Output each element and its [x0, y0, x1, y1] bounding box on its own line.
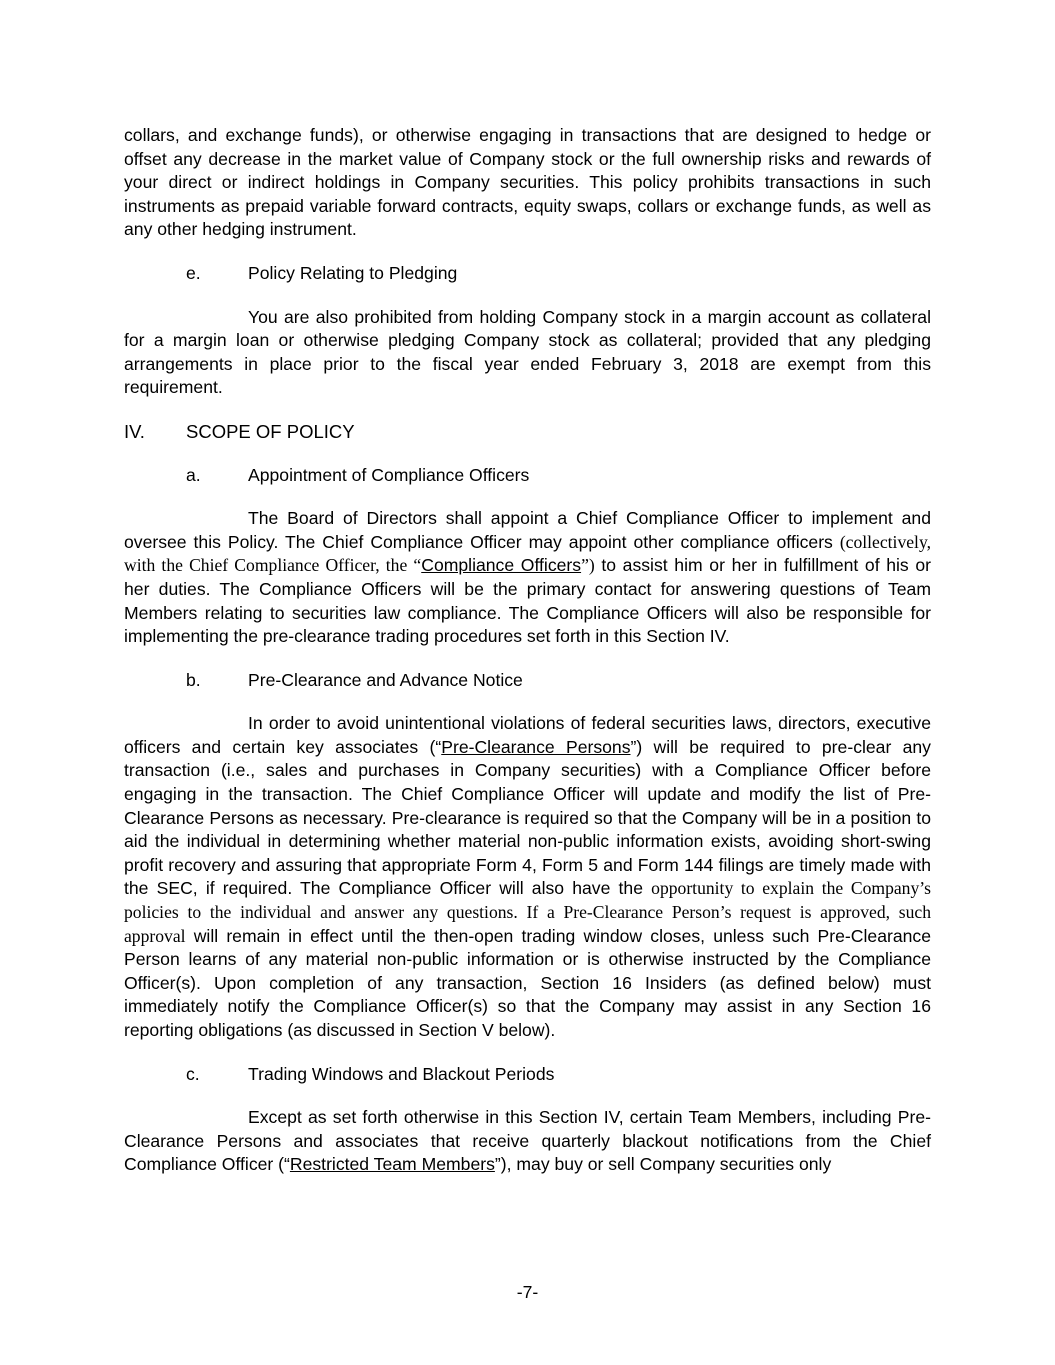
text-run: The Board of Directors shall appoint a Chief Compliance Officer to implement and oversee this Policy. The Chief Compliance Officer may appoint other compliance officers	[124, 508, 931, 552]
text-run: ”), may buy or sell Company securities only	[494, 1154, 832, 1175]
paragraph-pledging: You are also prohibited from holding Company stock in a margin account as collateral for a margin loan or otherwise pledging Company stock as collateral; provided that any pledging arrangements in place prior to the fiscal year ended February 3, 2018 are exempt from this requirement.	[124, 306, 931, 398]
paragraph-hedging-continuation: collars, and exchange funds), or otherwise engaging in transactions that are designed to hedge or offset any decrease in the market value of Company stock or the full ownership risks and rewards of your direct or indirect holdings in Company securities. This policy prohibits transactions in such instruments as prepaid variable forward contracts, equity swaps, collars or exchange funds, as well as any other hedging instrument.	[124, 125, 931, 240]
defined-term-restricted-team-members: Restricted Team Members	[289, 1154, 495, 1175]
heading-marker: b.	[186, 669, 201, 690]
paragraph-trading-windows	[124, 1106, 931, 1177]
text-run: to assist him or her in fulfillment of his or her duties. The Compliance Officers will be the primary contact for answering questions of Team Members relating to securities law compliance. The Compliance Officers will also be responsible for implementing the pre-clearance trading procedures set forth in this Section IV.	[124, 555, 931, 647]
heading-pre-clearance-and-advance-notice	[124, 669, 931, 693]
page-number: -7-	[516, 1282, 539, 1302]
heading-marker: c.	[186, 1063, 200, 1084]
paragraph-pre-clearance	[124, 712, 931, 1042]
text-run: In order to avoid unintentional violations of federal securities laws, directors, executive officers and certain key associates (“	[124, 713, 931, 757]
heading-appointment-of-compliance-officers	[124, 464, 931, 488]
heading-title: Appointment of Compliance Officers	[248, 464, 530, 485]
heading-marker: a.	[186, 464, 201, 485]
text-run-serif: opportunity to explain the Company’s policies to the individual and answer any questions. If a Pre-Clearance Person’s request is approved, such approval	[124, 878, 932, 946]
document-page	[124, 124, 931, 1177]
defined-term-pre-clearance-persons: Pre-Clearance Persons	[441, 736, 631, 757]
section-title: SCOPE OF POLICY	[186, 420, 355, 442]
heading-marker: e.	[186, 262, 201, 283]
text-run-serif: ”)	[581, 555, 595, 576]
heading-trading-windows-and-blackout-periods	[124, 1063, 931, 1087]
heading-title: Policy Relating to Pledging	[248, 262, 458, 283]
text-run: Except as set forth otherwise in this Section IV, certain Team Members, including Pre-Clearance Persons and associates that receive quarterly blackout notifications from the Chief Compliance Officer (“	[124, 1107, 931, 1175]
heading-title: Trading Windows and Blackout Periods	[248, 1063, 555, 1084]
paragraph-compliance-officers	[124, 507, 931, 649]
defined-term-compliance-officers: Compliance Officers	[421, 555, 582, 576]
heading-policy-relating-to-pledging	[124, 262, 931, 286]
text-run: will remain in effect until the then-open trading window closes, unless such Pre-Clearance Person learns of any material non-public information or is otherwise instructed by the Compliance Officer(s). Upon completion of any transaction, Section 16 Insiders (as defined below) must immediately notify the Compliance Officer(s) so that the Company may assist in any Section 16 reporting obligations (as discussed in Section V below).	[124, 925, 931, 1040]
text-run-serif: (collectively, with the Chief Compliance Officer, the “	[124, 531, 931, 576]
section-marker: IV.	[124, 420, 145, 442]
section-heading-scope-of-policy	[124, 420, 931, 444]
heading-title: Pre-Clearance and Advance Notice	[248, 669, 523, 690]
text-run: ”) will be required to pre-clear any transaction (i.e., sales and purchases in Company securities) with a Compliance Officer before engaging in the transaction. The Chief Compliance Officer will update and modify the list of Pre-Clearance Persons as necessary. Pre-clearance is required so that the Company will be in a position to aid the individual in determining whether material non-public information exists, avoiding short-swing profit recovery and assuring that appropriate Form 4, Form 5 and Form 144 filings are timely made with the SEC, if required. The Compliance Officer will also have the	[124, 736, 931, 899]
